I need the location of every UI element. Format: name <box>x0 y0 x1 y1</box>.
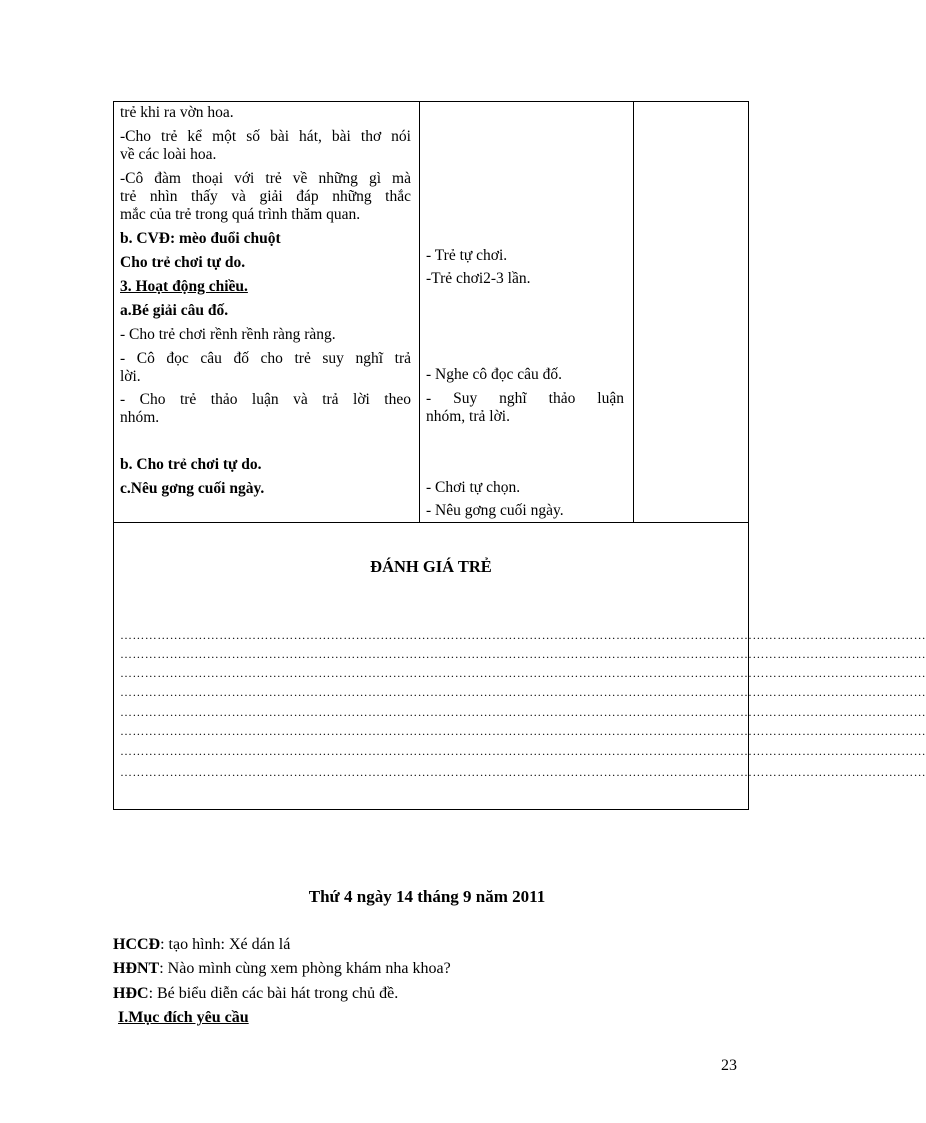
col1-para: trẻ nhìn thấy và giải đáp những thắc <box>120 188 411 205</box>
riddle-item: nhóm. <box>120 409 160 426</box>
col2-item: - Suy nghĩ thảo luận <box>426 390 624 407</box>
activity-label: HĐNT <box>113 960 160 977</box>
col1-line: trẻ khi ra vờn hoa. <box>120 104 234 121</box>
col1-para: mắc của trẻ trong quá trình thăm quan. <box>120 206 361 223</box>
col2-item: - Nêu gơng cuối ngày. <box>426 502 564 519</box>
activity-label: HĐC <box>113 985 149 1002</box>
activity-hccd <box>113 936 290 954</box>
page-number: 23 <box>721 1057 737 1074</box>
afternoon-heading: 3. Hoạt động chiều. <box>120 278 248 295</box>
col2-item: nhóm, trả lời. <box>426 408 510 425</box>
evaluation-dotted-line: …………………………………………………………………………………………………………………………………………………………………………… <box>120 628 926 642</box>
col2-item: -Trẻ chơi2-3 lần. <box>426 270 531 287</box>
activity-text: : Nào mình cùng xem phòng khám nha khoa? <box>159 960 451 977</box>
table-column-divider-1 <box>419 101 420 523</box>
evaluation-dotted-line: …………………………………………………………………………………………………………………………………………………………………………… <box>120 685 926 699</box>
evaluation-dotted-line: …………………………………………………………………………………………………………………………………………………………………………… <box>120 724 926 738</box>
col1-para: về các loài hoa. <box>120 146 217 163</box>
riddle-heading: a.Bé giải câu đố. <box>120 302 229 319</box>
activity-hdnt <box>113 960 451 978</box>
col2-item: - Nghe cô đọc câu đố. <box>426 366 563 383</box>
riddle-item: - Cho trẻ chơi rềnh rềnh ràng ràng. <box>120 326 336 343</box>
table-column-divider-2 <box>633 101 634 523</box>
riddle-item: - Cho trẻ thảo luận và trả lời theo <box>120 391 411 408</box>
evaluation-dotted-line: …………………………………………………………………………………………………………………………………………………………………………… <box>120 765 926 779</box>
evaluation-dotted-line: …………………………………………………………………………………………………………………………………………………………………………… <box>120 666 926 680</box>
evaluation-dotted-line: …………………………………………………………………………………………………………………………………………………………………………… <box>120 705 926 719</box>
col2-item: - Chơi tự chọn. <box>426 479 521 496</box>
free-play-b-heading: b. Cho trẻ chơi tự do. <box>120 456 262 473</box>
activity-text: : Bé biểu diễn các bài hát trong chủ đề. <box>148 985 399 1002</box>
col1-para: -Cho trẻ kể một số bài hát, bài thơ nói <box>120 128 411 145</box>
free-play-heading: Cho trẻ chơi tự do. <box>120 254 246 271</box>
col1-para: -Cô đàm thoại với trẻ về những gì mà <box>120 170 411 187</box>
activity-label: HCCĐ <box>113 936 161 953</box>
evaluation-dotted-line: …………………………………………………………………………………………………………………………………………………………………………… <box>120 647 926 661</box>
riddle-item: - Cô đọc câu đố cho trẻ suy nghĩ trả <box>120 350 411 367</box>
activity-hdc <box>113 985 398 1003</box>
table-row-divider <box>113 522 749 523</box>
activity-text: : tạo hình: Xé dán lá <box>160 936 291 953</box>
example-heading: c.Nêu gơng cuối ngày. <box>120 480 265 497</box>
riddle-item: lời. <box>120 368 141 385</box>
date-heading: Thứ 4 ngày 14 tháng 9 năm 2011 <box>308 887 546 906</box>
col2-item: - Trẻ tự chơi. <box>426 247 508 264</box>
cvd-heading: b. CVĐ: mèo đuổi chuột <box>120 230 281 247</box>
evaluation-dotted-line: …………………………………………………………………………………………………………………………………………………………………………… <box>120 744 926 758</box>
section-heading: I.Mục đích yêu cầu <box>118 1009 249 1026</box>
evaluation-title: ĐÁNH GIÁ TRẺ <box>370 557 492 576</box>
